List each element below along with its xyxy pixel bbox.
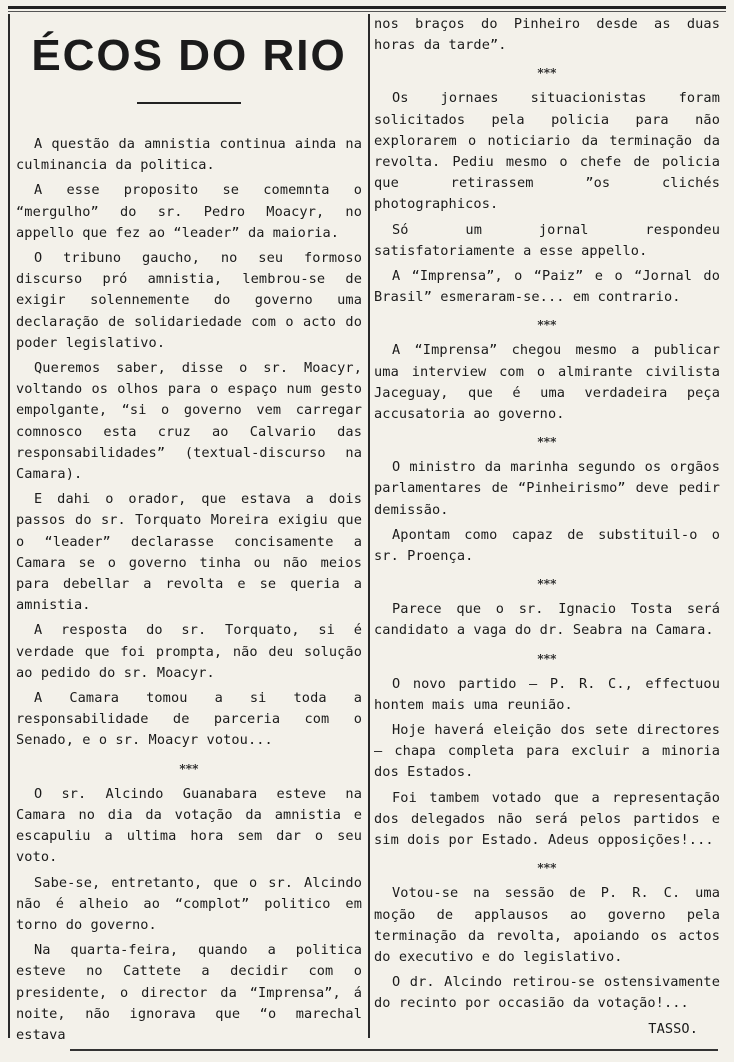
- paragraph: A Camara tomou a si toda a responsabilidade de parceria com o Senado, e o sr. Moacyr votou...: [16, 690, 362, 749]
- paragraph: Sabe-se, entretanto, que o sr. Alcindo não é alheio ao “complot” politico em torno do governo.: [16, 874, 362, 933]
- column-divider: [368, 14, 370, 1038]
- paragraph: Os jornaes situacionistas foram solicitados pela policia para não explorarem o noticiario da terminação da revolta. Pediu mesmo o chefe de policia que retirassem ”os clichés photographicos.: [374, 90, 720, 213]
- right-column: [374, 14, 720, 1040]
- headline-rule: [137, 102, 241, 104]
- paragraph: Apontam como capaz de substituil-o o sr. Proença.: [374, 526, 720, 565]
- paragraph: Só um jornal respondeu satisfatoriamente a esse appello.: [374, 221, 720, 259]
- bottom-rule: [70, 1049, 718, 1051]
- paragraph: Hoje haverá eleição dos sete directores — chapa completa para excluir a minoria dos Estados.: [374, 722, 720, 781]
- top-rule-thin: [8, 11, 726, 12]
- signature: TASSO.: [648, 1020, 698, 1037]
- paragraph: O sr. Alcindo Guanabara esteve na Camara no dia da votação da amnistia e escapuliu a ultima hora sem dar o seu voto.: [16, 785, 362, 866]
- paragraph: Queremos saber, disse o sr. Moacyr, voltando os olhos para o espaço num gesto empolgante, “si o governo vem carregar comnosco esta cruz ao Calvario das responsabilidades” (textual-discurso na Camara).: [16, 360, 362, 483]
- paragraph: A resposta do sr. Torquato, si é verdade que foi prompta, não deu solução ao pedido do sr. Moacyr.: [16, 622, 362, 681]
- asterism-ornament: ***: [537, 861, 557, 876]
- asterism-ornament: ***: [537, 651, 557, 666]
- paragraph: A “Imprensa” chegou mesmo a publicar uma interview com o almirante civilista Jaceguay, que é uma verdadeira peça accusatoria ao governo.: [374, 342, 720, 423]
- paragraph: Votou-se na sessão de P. R. C. uma moção de applausos ao governo pela terminação da revolta, apoiando os actos do executivo e do legislativo.: [374, 885, 720, 965]
- paragraph: O novo partido — P. R. C., effectuou hontem mais uma reunião.: [374, 675, 720, 713]
- paragraph: Na quarta-feira, quando a politica esteve no Cattete a decidir com o presidente, o director da “Imprensa”, á noite, não ignorava que “o marechal estava: [16, 942, 362, 1043]
- paragraph: E dahi o orador, que estava a dois passos do sr. Torquato Moreira exigiu que o “leader” declarasse concisamente a Camara se o governo tinha ou não meios para debellar a revolta e se queria a amnistia.: [16, 491, 362, 614]
- paragraph: O tribuno gaucho, no seu formoso discurso pró amnistia, lembrou-se de exigir solennemente do governo uma declaração de solidariedade com o acto do poder legislativo.: [16, 250, 362, 351]
- asterism-ornament: ***: [537, 435, 557, 450]
- asterism-ornament: ***: [537, 577, 557, 592]
- asterism-ornament: ***: [179, 761, 199, 776]
- paragraph: O dr. Alcindo retirou-se ostensivamente do recinto por occasião da votação!...: [374, 974, 720, 1012]
- asterism-ornament: ***: [537, 66, 557, 81]
- left-border: [8, 14, 10, 1038]
- paragraph: A “Imprensa”, o “Paiz” e o “Jornal do Brasil” esmeraram-se... em contrario.: [374, 268, 720, 306]
- left-column: [16, 14, 362, 1050]
- top-rule: [8, 6, 726, 9]
- paragraph-continued: nos braços do Pinheiro desde as duas horas da tarde”.: [374, 16, 720, 54]
- headline: ÉCOS DO RIO: [31, 31, 347, 80]
- paragraph: A questão da amnistia continua ainda na culminancia da politica.: [16, 136, 362, 174]
- paragraph: A esse proposito se comemnta o “mergulho” do sr. Pedro Moacyr, no appello que fez ao “leader” da maioria.: [16, 182, 362, 241]
- paragraph: O ministro da marinha segundo os orgãos parlamentares de “Pinheirismo” deve pedir demissão.: [374, 459, 720, 518]
- paragraph: Parece que o sr. Ignacio Tosta será candidato a vaga do dr. Seabra na Camara.: [374, 601, 720, 639]
- asterism-ornament: ***: [537, 318, 557, 333]
- paragraph: Foi tambem votado que a representação dos delegados não será pelos partidos e sim dois por Estado. Adeus opposições!...: [374, 789, 720, 849]
